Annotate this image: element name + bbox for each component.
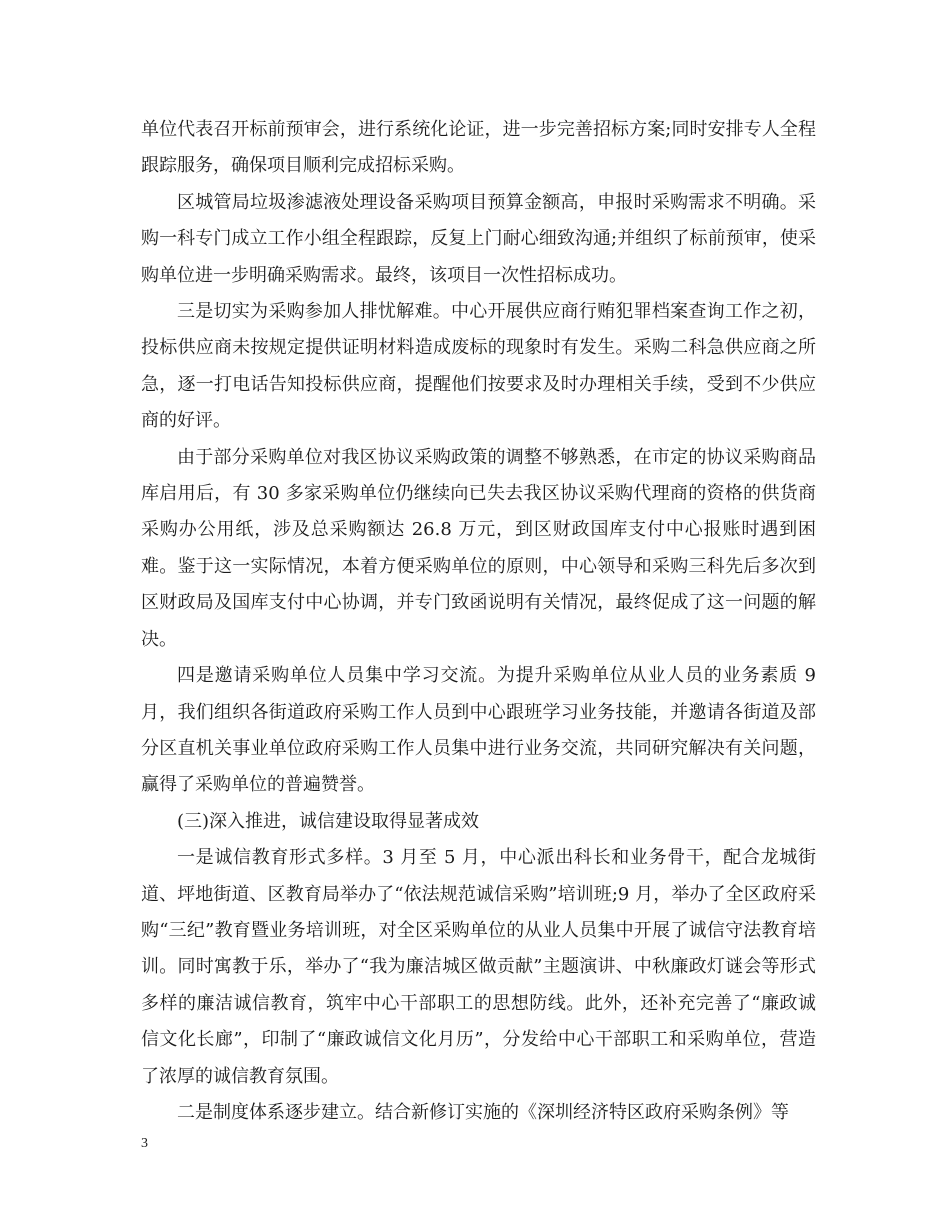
document-body <box>141 112 816 1131</box>
paragraph: 一是诚信教育形式多样。3 月至 5 月，中心派出科长和业务骨干，配合龙城街道、坪地街道、区教育局举办了“依法规范诚信采购”培训班;9 月，举办了全区政府采购“三纪”教育暨业务培训班，对全区采购单位的从业人员集中开展了诚信守法教育培训。同时寓教于乐，举办了“我为廉洁城区做贡献”主题演讲、中秋廉政灯谜会等形式多样的廉洁诚信教育，筑牢中心干部职工的思想防线。此外，还补充完善了“廉政诚信文化长廊”，印制了“廉政诚信文化月历”，分发给中心干部职工和采购单位，营造了浓厚的诚信教育氛围。 <box>141 847 816 1087</box>
page-number: 3 <box>141 1136 148 1151</box>
paragraph-continuation: 单位代表召开标前预审会，进行系统化论证，进一步完善招标方案;同时安排专人全程跟踪服务，确保项目顺利完成招标采购。 <box>141 119 816 177</box>
paragraph: 区城管局垃圾渗滤液处理设备采购项目预算金额高，申报时采购需求不明确。采购一科专门成立工作小组全程跟踪，反复上门耐心细致沟通;并组织了标前预审，使采购单位进一步明确采购需求。最终，该项目一次性招标成功。 <box>141 191 816 286</box>
paragraph: 三是切实为采购参加人排忧解难。中心开展供应商行贿犯罪档案查询工作之初，投标供应商未按规定提供证明材料造成废标的现象时有发生。采购二科急供应商之所急，逐一打电话告知投标供应商，提醒他们按要求及时办理相关手续，受到不少供应商的好评。 <box>141 301 816 432</box>
paragraph: 二是制度体系逐步建立。结合新修订实施的《深圳经济特区政府采购条例》等 <box>177 1101 789 1123</box>
section-heading: (三)深入推进，诚信建设取得显著成效 <box>177 810 480 832</box>
paragraph: 由于部分采购单位对我区协议采购政策的调整不够熟悉，在市定的协议采购商品库启用后，有 30 多家采购单位仍继续向已失去我区协议采购代理商的资格的供货商采购办公用纸，涉及总采购额达 26.8 万元，到区财政国库支付中心报账时遇到困难。鉴于这一实际情况，本着方便采购单位的原则，中心领导和采购三科先后多次到区财政局及国库支付中心协调，并专门致函说明有关情况，最终促成了这一问题的解决。 <box>141 446 816 650</box>
paragraph: 四是邀请采购单位人员集中学习交流。为提升采购单位从业人员的业务素质 9 月，我们组织各街道政府采购工作人员到中心跟班学习业务技能，并邀请各街道及部分区直机关事业单位政府采购工作人员集中进行业务交流，共同研究解决有关问题，赢得了采购单位的普遍赞誉。 <box>141 665 816 796</box>
